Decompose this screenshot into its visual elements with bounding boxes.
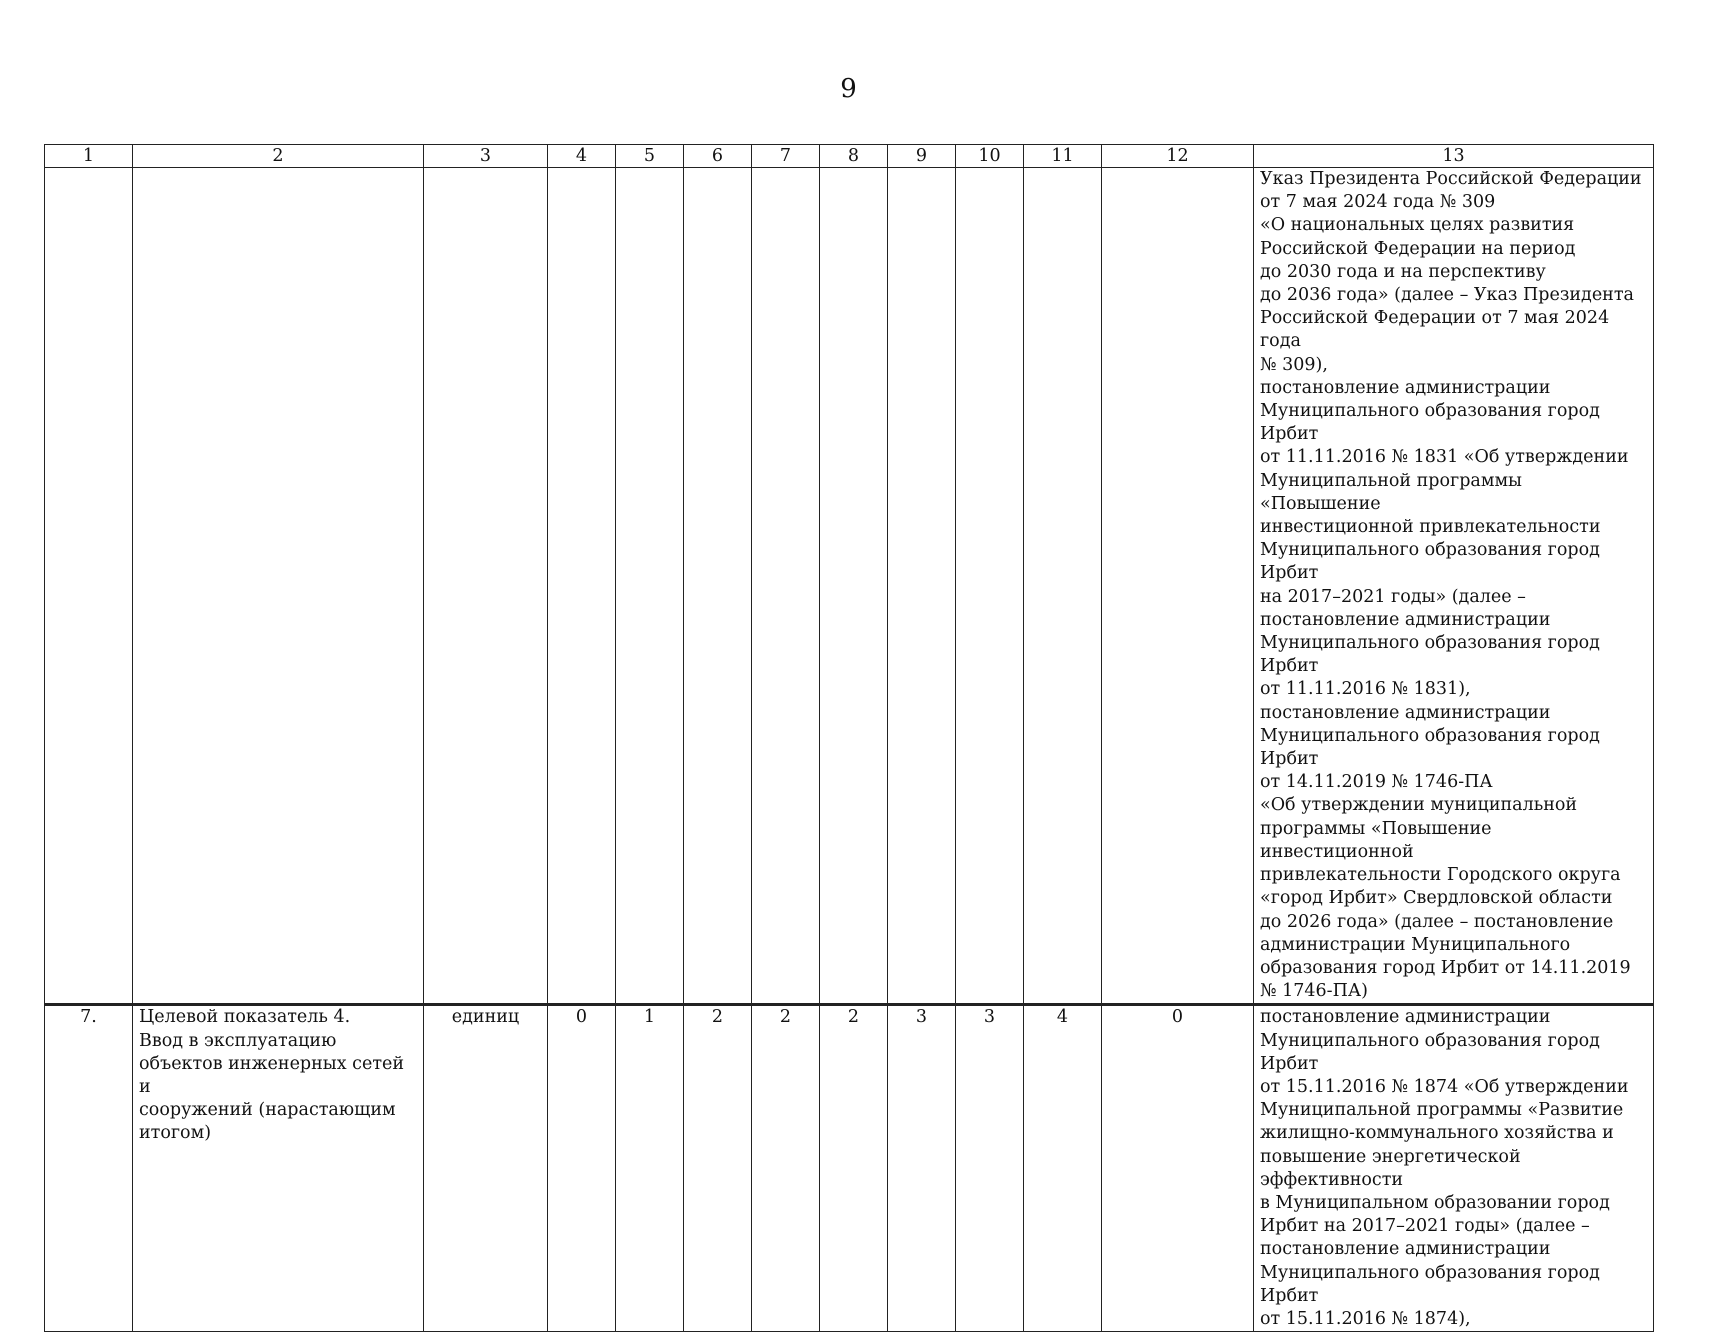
value-cell: 1 bbox=[616, 1005, 684, 1332]
table-row bbox=[45, 168, 1654, 1005]
header-cell: 6 bbox=[684, 145, 752, 168]
unit-cell: единиц bbox=[424, 1005, 548, 1332]
value-cell: 0 bbox=[548, 1005, 616, 1332]
indicators-table bbox=[44, 144, 1654, 1332]
source-document-cell: постановление администрации Муниципального образования город Ирбит от 15.11.2016 № 1874 «Об утверждении Муниципальной программы «Развитие жилищно-коммунального хозяйства и повышение энергетической эффективности в Муниципальном образовании город Ирбит на 2017–2021 годы» (далее – постановление администрации Муниципального образования город Ирбит от 15.11.2016 № 1874), bbox=[1254, 1005, 1654, 1332]
header-cell: 1 bbox=[45, 145, 133, 168]
value-cell: 2 bbox=[752, 1005, 820, 1332]
value-cell bbox=[820, 168, 888, 1005]
row-number-cell: 7. bbox=[45, 1005, 133, 1332]
row-number-cell bbox=[45, 168, 133, 1005]
value-cell bbox=[1102, 168, 1254, 1005]
table-row bbox=[45, 1005, 1654, 1332]
header-cell: 8 bbox=[820, 145, 888, 168]
value-cell: 2 bbox=[684, 1005, 752, 1332]
value-cell: 3 bbox=[956, 1005, 1024, 1332]
value-cell bbox=[888, 168, 956, 1005]
header-cell: 9 bbox=[888, 145, 956, 168]
header-cell: 12 bbox=[1102, 145, 1254, 168]
header-cell: 3 bbox=[424, 145, 548, 168]
value-cell: 2 bbox=[820, 1005, 888, 1332]
value-cell: 3 bbox=[888, 1005, 956, 1332]
unit-cell bbox=[424, 168, 548, 1005]
value-cell bbox=[752, 168, 820, 1005]
page-number: 9 bbox=[840, 74, 857, 104]
table-header-row bbox=[45, 145, 1654, 168]
header-cell: 4 bbox=[548, 145, 616, 168]
value-cell bbox=[1024, 168, 1102, 1005]
indicator-name-cell bbox=[133, 168, 424, 1005]
value-cell bbox=[548, 168, 616, 1005]
source-document-cell: Указ Президента Российской Федерации от 7 мая 2024 года № 309 «О национальных целях развития Российской Федерации на период до 2030 года и на перспективу до 2036 года» (далее – Указ Президента Российской Федерации от 7 мая 2024 года № 309), постановление администрации Муниципального образования город Ирбит от 11.11.2016 № 1831 «Об утверждении Муниципальной программы «Повышение инвестиционной привлекательности Муниципального образования город Ирбит на 2017–2021 годы» (далее – постановление администрации Муниципального образования город Ирбит от 11.11.2016 № 1831), постановление администрации Муниципального образования город Ирбит от 14.11.2019 № 1746-ПА «Об утверждении муниципальной программы «Повышение инвестиционной привлекательности Городского округа «город Ирбит» Свердловской области до 2026 года» (далее – постановление администрации Муниципального образования город Ирбит от 14.11.2019 № 1746-ПА) bbox=[1254, 168, 1654, 1005]
header-cell: 10 bbox=[956, 145, 1024, 168]
indicator-name-cell: Целевой показатель 4. Ввод в эксплуатацию объектов инженерных сетей и сооружений (нарастающим итогом) bbox=[133, 1005, 424, 1332]
header-cell: 13 bbox=[1254, 145, 1654, 168]
value-cell bbox=[684, 168, 752, 1005]
header-cell: 7 bbox=[752, 145, 820, 168]
value-cell bbox=[956, 168, 1024, 1005]
value-cell: 4 bbox=[1024, 1005, 1102, 1332]
value-cell bbox=[616, 168, 684, 1005]
header-cell: 11 bbox=[1024, 145, 1102, 168]
value-cell: 0 bbox=[1102, 1005, 1254, 1332]
header-cell: 5 bbox=[616, 145, 684, 168]
header-cell: 2 bbox=[133, 145, 424, 168]
